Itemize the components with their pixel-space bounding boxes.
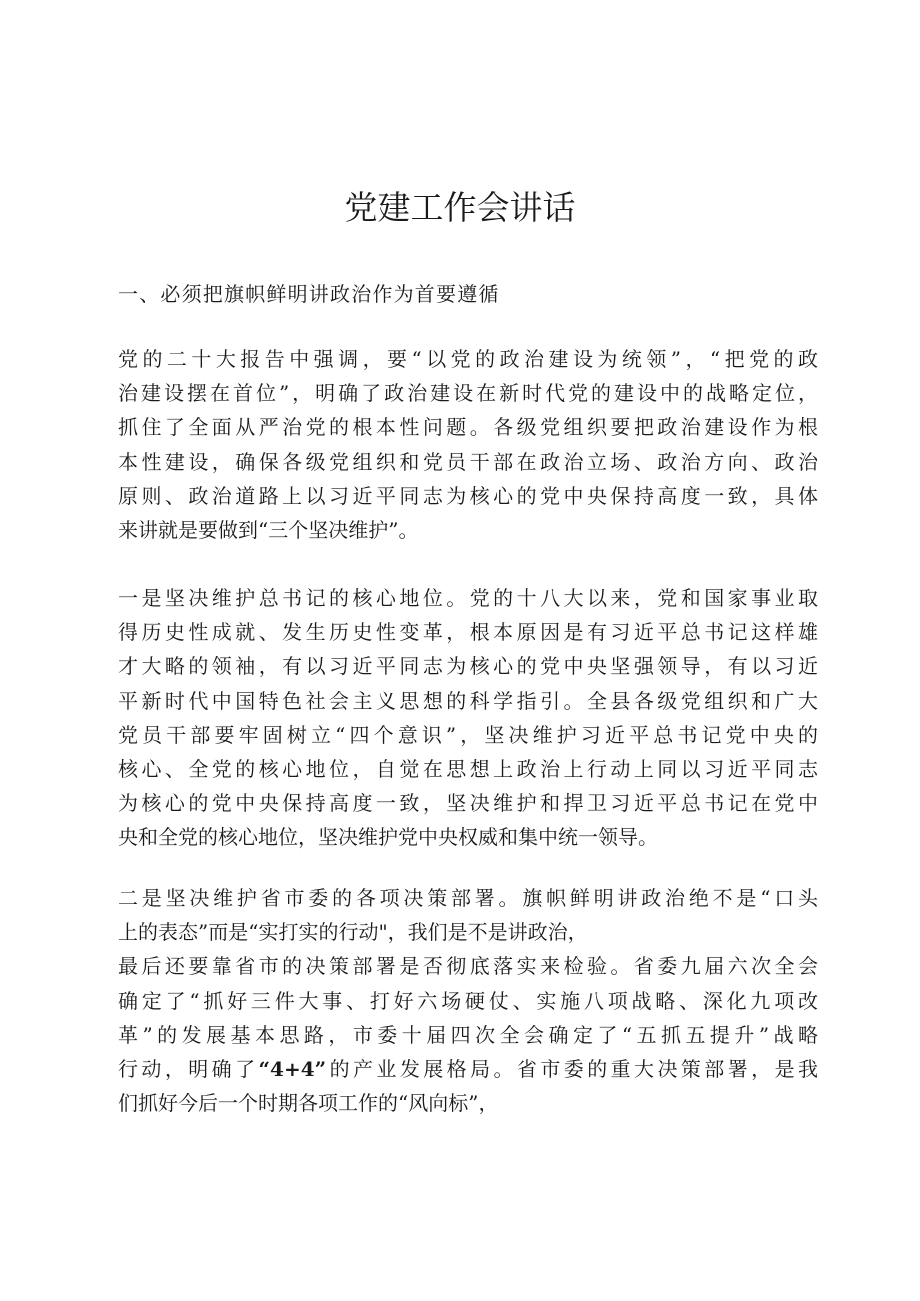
paragraph-core-status	[118, 581, 818, 855]
paragraph-line: 平新时代中国特色社会主义思想的科学指引。全县各级党组织和广大	[118, 688, 818, 713]
paragraph-line: 最后还要靠省市的决策部署是否彻底落实来检验。省委九届六次全会	[118, 954, 818, 979]
line-text: 的产业发展格局。省市委的重大决策部署，是我	[326, 1057, 818, 1082]
industry-pattern-emphasis: “4+4”	[258, 1057, 327, 1082]
paragraph-line: 一是坚决维护总书记的核心地位。党的十八大以来，党和国家事业取	[118, 586, 818, 610]
paragraph-line: 来讲就是要做到“三个坚决维护”。	[118, 518, 419, 543]
paragraph-line: 原则、政治道路上以习近平同志为核心的党中央保持高度一致，具体	[118, 483, 818, 508]
paragraph-line: 党的二十大报告中强调，要“以党的政治建设为统领”，“把党的政	[118, 347, 818, 371]
paragraph-line: 党员干部要牢固树立“四个意识”，坚决维护习近平总书记党中央的	[118, 722, 818, 747]
paragraph-line: 上的表态”而是“实打实的行动"，我们是不是讲政治，	[118, 920, 588, 945]
paragraph-line: 革”的发展基本思路，市委十届四次全会确定了“五抓五提升”战略	[118, 1022, 818, 1047]
paragraph-line: 们抓好今后一个时期各项工作的“风向标”，	[118, 1091, 499, 1116]
paragraph-line: 才大略的领袖，有以习近平同志为核心的党中央坚强领导，有以习近	[118, 654, 818, 679]
paragraph-line: 得历史性成就、发生历史性变革，根本原因是有习近平总书记这样雄	[118, 620, 818, 645]
line-text: 行动，明确了	[118, 1057, 259, 1082]
paragraph-line: 治建设摆在首位”，明确了政治建设在新时代党的建设中的战略定位，	[118, 381, 818, 406]
paragraph-political-construction	[118, 342, 818, 547]
section-heading: 一、必须把旗帜鲜明讲政治作为首要遵循	[118, 282, 500, 306]
paragraph-line: 核心、全党的核心地位，自觉在思想上政治上行动上同以习近平同志	[118, 757, 818, 782]
paragraph-line: 央和全党的核心地位，坚决维护党中央权威和集中统一领导。	[118, 825, 658, 850]
paragraph-line	[118, 1052, 818, 1086]
paragraph-line: 为核心的党中央保持高度一致，坚决维护和捍卫习近平总书记在党中	[118, 791, 818, 816]
paragraph-line: 二是坚决维护省市委的各项决策部署。旗帜鲜明讲政治绝不是“口头	[118, 886, 818, 910]
paragraph-line: 确定了“抓好三件大事、打好六场硬仗、实施八项战略、深化九项改	[118, 988, 818, 1013]
paragraph-decision-deployment	[118, 881, 818, 1120]
paragraph-line: 抓住了全面从严治党的根本性问题。各级党组织要把政治建设作为根	[118, 415, 818, 440]
document-title: 党建工作会讲话	[344, 188, 576, 227]
paragraph-line: 本性建设，确保各级党组织和党员干部在政治立场、政治方向、政治	[118, 449, 818, 474]
